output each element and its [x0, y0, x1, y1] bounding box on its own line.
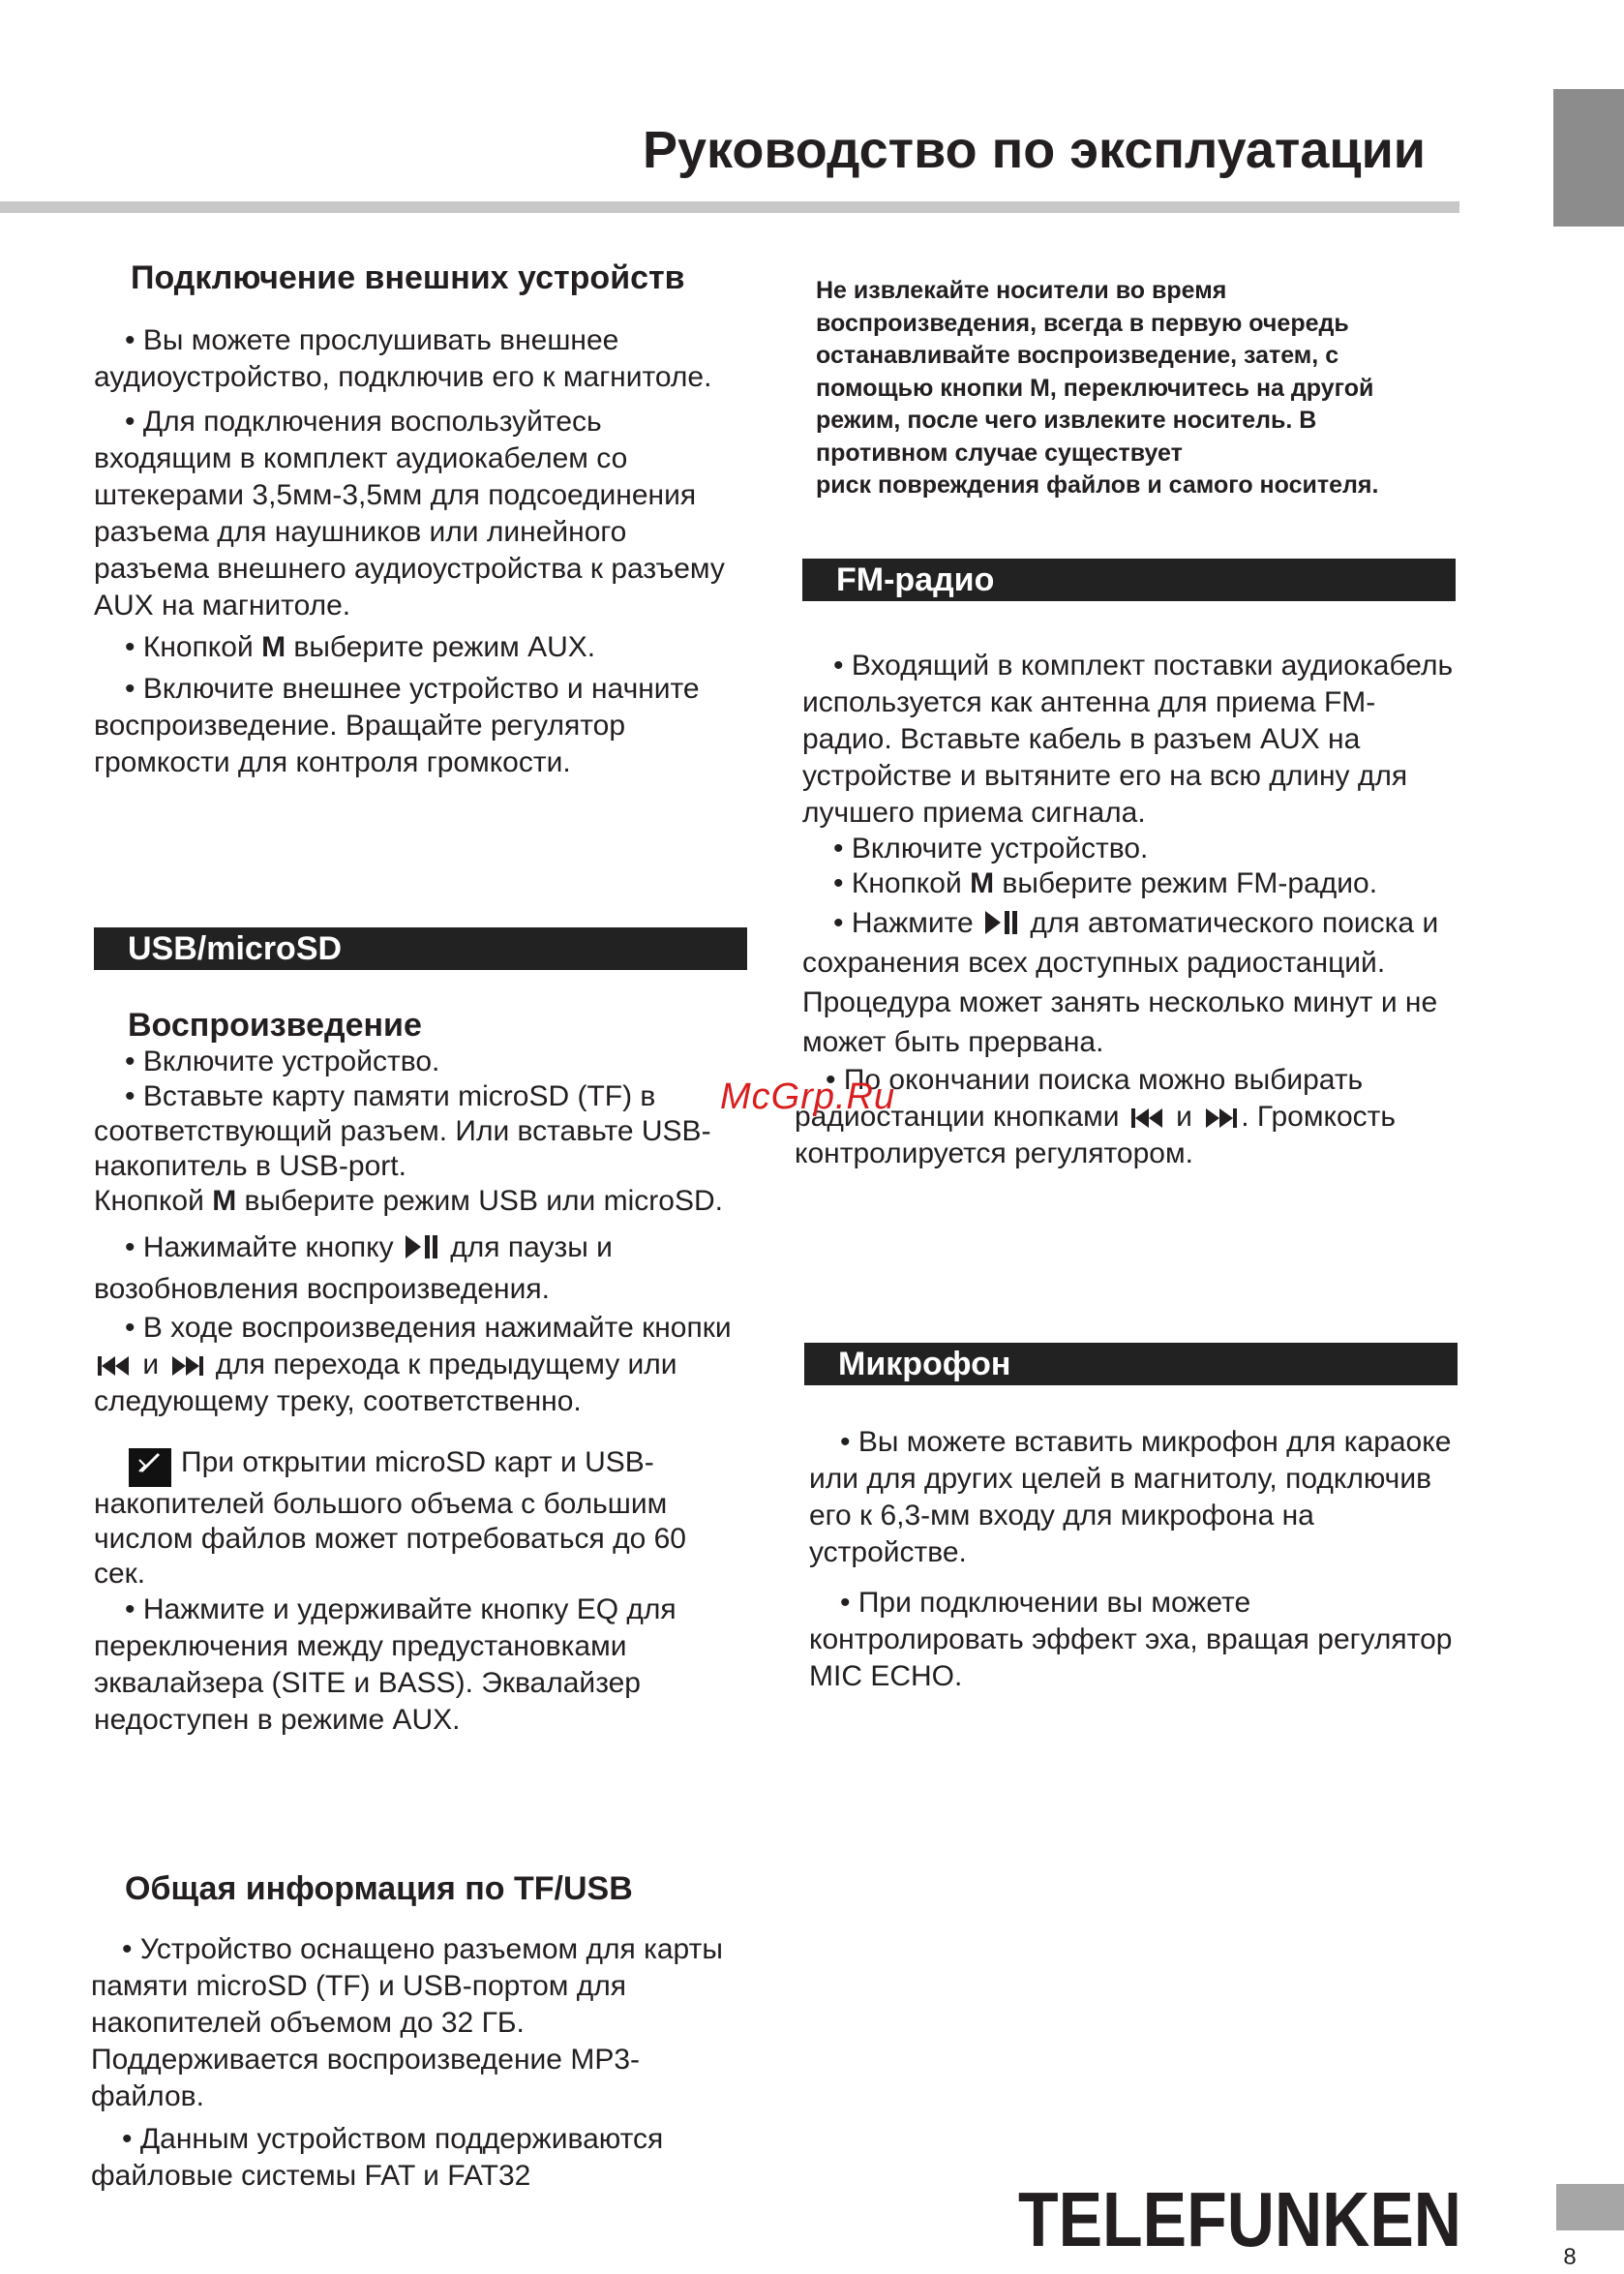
- page-tab-top: [1553, 89, 1624, 227]
- mic-paragraph-1: • Вы можете вставить микрофон для караоке или для других целей в магнитолу, подключив его к 6,3-мм входу для микрофона на устройстве.: [809, 1426, 1452, 1568]
- fm-paragraph-4: • Нажмите для автоматического поиска и сохранения всех доступных радиостанций. Процедура может занять несколько минут и не может быть прервана.: [802, 907, 1439, 1058]
- telefunken-logo: [1018, 2176, 1461, 2262]
- next-track-icon: [170, 1356, 203, 1376]
- warning-line-7: риск повреждения файлов и самого носителя.: [816, 471, 1379, 499]
- mic-paragraph-2: • При подключении вы можете контролировать эффект эха, вращая регулятор MIC ECHO.: [809, 1587, 1453, 1692]
- warning-line-6: противном случае существует: [816, 439, 1183, 467]
- general-section: [91, 1870, 733, 2195]
- external-devices-heading: Подключение внешних устройств: [131, 259, 685, 296]
- ext-paragraph-3: • Кнопкой M выберите режим AUX.: [125, 631, 596, 663]
- warning-line-5: режим, после чего извлеките носитель. В: [816, 407, 1317, 434]
- external-devices-section: [94, 259, 733, 781]
- fm-paragraph-3: • Кнопкой M выберите режим FM-радио.: [833, 867, 1378, 899]
- warning-line-3: останавливайте воспроизведение, затем, с: [816, 342, 1339, 369]
- usb-line-3: Кнопкой M выберите режим USB или microSD.: [94, 1185, 723, 1217]
- usb-line-1: • Включите устройство.: [125, 1046, 440, 1077]
- general-paragraph-1: • Устройство оснащено разъемом для карты памяти microSD (TF) и USB-портом для накопителей объемом до 32 ГБ. Поддерживается воспроизведение MP3-файлов.: [91, 1933, 723, 2112]
- warning-line-4: помощью кнопки M, переключитесь на другой: [816, 374, 1374, 402]
- page-number: 8: [1563, 2244, 1577, 2270]
- ext-paragraph-4: • Включите внешнее устройство и начните воспроизведение. Вращайте регулятор громкости для контроля громкости.: [94, 673, 700, 778]
- usb-line-5: • В ходе воспроизведения нажимайте кнопки и для перехода к предыдущему или следующему треку, соответственно.: [94, 1312, 732, 1417]
- usb-section: [94, 1007, 733, 1739]
- fm-section-bar: FM-радио: [802, 559, 1456, 601]
- prev-track-icon: [1131, 1108, 1164, 1128]
- fm-paragraph-2: • Включите устройство.: [833, 833, 1149, 864]
- play-pause-icon: [985, 911, 1018, 934]
- page-tab-bottom: [1556, 2184, 1624, 2230]
- mic-section: [809, 1424, 1467, 1695]
- general-paragraph-2: • Данным устройством поддерживаются файловые системы FAT и FAT32: [91, 2123, 664, 2192]
- warning-line-2: воспроизведения, всегда в первую очередь: [816, 309, 1349, 337]
- header-rule: [0, 201, 1459, 213]
- usb-line-2: • Вставьте карту памяти microSD (TF) в соответствующий разъем. Или вставьте USB-накопитель в USB-port.: [94, 1080, 711, 1182]
- watermark: McGrp.Ru: [720, 1076, 896, 1117]
- next-track-icon: [1204, 1108, 1237, 1128]
- mic-section-bar: Микрофон: [804, 1343, 1458, 1385]
- usb-section-bar: USB/microSD: [94, 927, 747, 970]
- svg-text:TELEFUNKEN: TELEFUNKEN: [1018, 2176, 1461, 2262]
- play-pause-icon: [406, 1235, 438, 1258]
- fm-paragraph-1: • Входящий в комплект поставки аудиокабель используется как антенна для приема FM-радио. Вставьте кабель в разъем AUX на устройстве и вытяните его на всю длину для лучшего приема сигнала.: [802, 650, 1454, 829]
- warning-block: [816, 275, 1474, 502]
- usb-note: При открытии microSD карт и USB-накопителей большого объема с большим числом файлов может потребоваться до 60 сек.: [94, 1446, 686, 1590]
- usb-eq-paragraph: • Нажмите и удерживайте кнопку EQ для переключения между предустановками эквалайзера (SITE и BASS). Эквалайзер недоступен в режиме AUX.: [94, 1593, 677, 1736]
- playback-heading: Воспроизведение: [128, 1007, 422, 1044]
- ext-paragraph-1: • Вы можете прослушивать внешнее аудиоустройство, подключив его к магнитоле.: [94, 324, 712, 393]
- prev-track-icon: [98, 1356, 131, 1376]
- general-heading: Общая информация по TF/USB: [125, 1870, 633, 1907]
- warning-line-1: Не извлекайте носители во время: [816, 277, 1227, 304]
- note-pen-icon: [129, 1448, 171, 1487]
- ext-paragraph-2: • Для подключения воспользуйтесь входящим в комплект аудиокабелем со штекерами 3,5мм-3,5мм для подсоединения разъема для наушников или линейного разъема внешнего аудиоустройства к разъему AUX на магнитоле.: [94, 406, 725, 622]
- fm-paragraph-5: • По окончании поиска можно выбирать радиостанции кнопками и . Громкость контролируется регулятором.: [795, 1064, 1397, 1169]
- page-title: Руководство по эксплуатации: [642, 121, 1426, 179]
- fm-section: [795, 648, 1460, 1172]
- usb-line-4: • Нажимайте кнопку для паузы и возобновления воспроизведения.: [94, 1231, 613, 1305]
